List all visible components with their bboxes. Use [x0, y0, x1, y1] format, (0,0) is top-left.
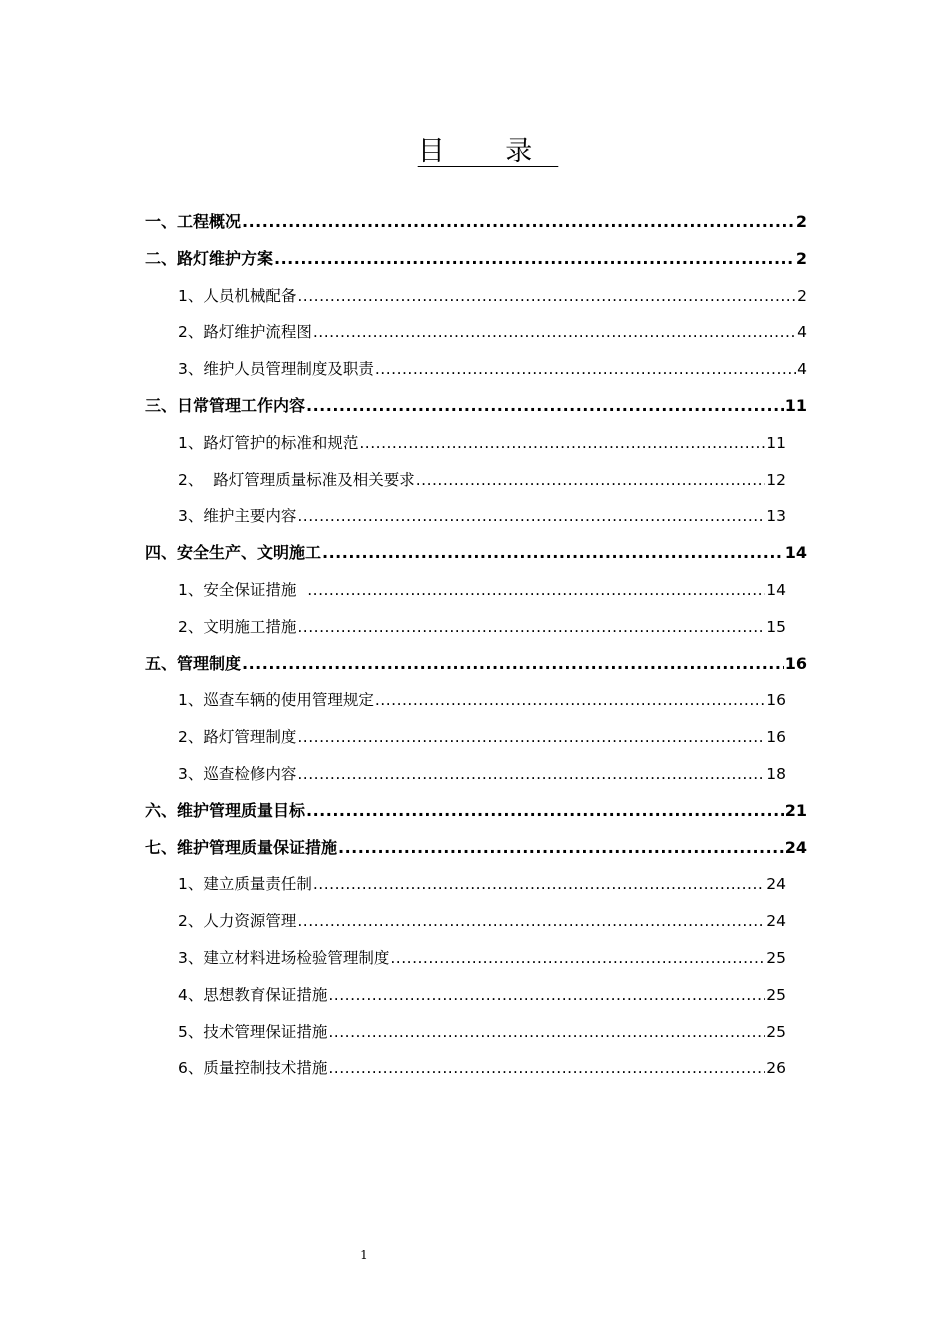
toc-entry-page: 21 — [784, 800, 807, 820]
dot-leader — [297, 756, 765, 793]
toc-entry-page: 14 — [766, 580, 786, 599]
toc-subentry[interactable] — [145, 498, 807, 535]
page-number: 1 — [360, 1248, 368, 1262]
toc-entry-label: 二、路灯维护方案 — [145, 248, 274, 268]
toc-entry-page: 16 — [766, 691, 786, 710]
dot-leader — [297, 903, 765, 940]
toc-entry-page: 4 — [797, 323, 807, 342]
toc-entry-label: 1、路灯管护的标准和规范 — [178, 433, 359, 452]
toc-entry-label: 1、人员机械配备 — [178, 286, 297, 305]
toc-entry-label: 五、管理制度 — [145, 653, 242, 673]
toc-subentry[interactable] — [145, 462, 807, 499]
dot-leader — [313, 866, 765, 903]
toc-entry-page: 12 — [766, 470, 786, 489]
toc-subentry[interactable] — [145, 351, 807, 388]
toc-entry-label: 3、维护主要内容 — [178, 507, 297, 526]
toc-entry-page: 2 — [797, 286, 807, 305]
toc-entry-label: 四、安全生产、文明施工 — [145, 543, 322, 563]
toc-entry-page: 25 — [766, 1022, 786, 1041]
toc-entry[interactable] — [145, 646, 807, 683]
toc-entry-label: 4、思想教育保证措施 — [178, 985, 328, 1004]
dot-leader — [328, 1050, 765, 1087]
toc-entry-page: 11 — [784, 395, 807, 415]
toc-entry-label: 1、巡查车辆的使用管理规定 — [178, 691, 374, 710]
toc-entry-label: 1、建立质量责任制 — [178, 875, 312, 894]
toc-entry[interactable] — [145, 535, 807, 572]
toc-entry-label: 2、 路灯管理质量标准及相关要求 — [178, 470, 415, 489]
toc-subentry[interactable] — [145, 609, 807, 646]
dot-leader — [242, 646, 784, 683]
toc-entry-page: 24 — [766, 912, 786, 931]
dot-leader — [297, 719, 765, 756]
toc-entry-label: 3、建立材料进场检验管理制度 — [178, 948, 390, 967]
toc-entry-page: 18 — [766, 764, 786, 783]
toc-entry-page: 14 — [784, 543, 807, 563]
dot-leader — [306, 793, 784, 830]
dot-leader — [328, 1014, 765, 1051]
dot-leader — [297, 609, 765, 646]
toc-entry-page: 25 — [766, 948, 786, 967]
dot-leader — [242, 204, 795, 241]
toc-entry-label: 七、维护管理质量保证措施 — [145, 837, 338, 857]
toc-subentry[interactable] — [145, 1050, 807, 1087]
toc-entry-page: 11 — [766, 433, 786, 452]
dot-leader — [313, 314, 796, 351]
toc-subentry[interactable] — [145, 682, 807, 719]
dot-leader — [359, 425, 765, 462]
toc-title-text: 目 录 — [417, 136, 559, 167]
toc-subentry[interactable] — [145, 866, 807, 903]
toc-entry[interactable] — [145, 793, 807, 830]
toc-subentry[interactable] — [145, 903, 807, 940]
toc-subentry[interactable] — [145, 1014, 807, 1051]
toc-entry-page: 4 — [797, 360, 807, 379]
toc-title — [0, 132, 950, 172]
toc-entry-label: 5、技术管理保证措施 — [178, 1022, 328, 1041]
toc-entry-label: 1、安全保证措施 — [178, 580, 307, 599]
toc-entry-label: 2、路灯管理制度 — [178, 728, 297, 747]
toc-subentry[interactable] — [145, 278, 807, 315]
toc-entry[interactable] — [145, 388, 807, 425]
toc-subentry[interactable] — [145, 719, 807, 756]
dot-leader — [297, 498, 765, 535]
toc-entry[interactable] — [145, 204, 807, 241]
toc-subentry[interactable] — [145, 977, 807, 1014]
toc-entry-label: 6、质量控制技术措施 — [178, 1059, 328, 1078]
toc-entry-page: 16 — [784, 653, 807, 673]
toc-subentry[interactable] — [145, 572, 807, 609]
toc-entry-label: 六、维护管理质量目标 — [145, 800, 306, 820]
toc-entry-label: 2、文明施工措施 — [178, 617, 297, 636]
toc-entry-page: 16 — [766, 728, 786, 747]
dot-leader — [297, 278, 796, 315]
toc-subentry[interactable] — [145, 756, 807, 793]
toc-entry-label: 3、维护人员管理制度及职责 — [178, 360, 374, 379]
toc-entry[interactable] — [145, 830, 807, 867]
toc-entry-page: 24 — [766, 875, 786, 894]
dot-leader — [322, 535, 784, 572]
toc-subentry[interactable] — [145, 940, 807, 977]
toc-entry-page: 24 — [784, 837, 807, 857]
dot-leader — [375, 351, 796, 388]
toc-entry-page: 26 — [766, 1059, 786, 1078]
dot-leader — [416, 462, 766, 499]
dot-leader — [274, 241, 795, 278]
toc-entry-page: 25 — [766, 985, 786, 1004]
toc-subentry[interactable] — [145, 425, 807, 462]
toc-entry-label: 2、路灯维护流程图 — [178, 323, 312, 342]
dot-leader — [390, 940, 765, 977]
toc-entry-page: 2 — [795, 248, 807, 268]
toc-entry-page: 13 — [766, 507, 786, 526]
toc-subentry[interactable] — [145, 314, 807, 351]
toc-entry-page: 2 — [795, 212, 807, 231]
dot-leader — [375, 682, 765, 719]
toc-entry-label: 3、巡查检修内容 — [178, 764, 297, 783]
dot-leader — [338, 830, 784, 867]
toc-entry-label: 三、日常管理工作内容 — [145, 395, 306, 415]
dot-leader — [328, 977, 765, 1014]
toc-entry-label: 一、工程概况 — [145, 212, 242, 231]
dot-leader — [306, 388, 784, 425]
table-of-contents — [145, 204, 807, 1087]
toc-entry-label: 2、人力资源管理 — [178, 912, 297, 931]
dot-leader — [307, 572, 765, 609]
toc-entry-page: 15 — [766, 617, 786, 636]
toc-entry[interactable] — [145, 241, 807, 278]
